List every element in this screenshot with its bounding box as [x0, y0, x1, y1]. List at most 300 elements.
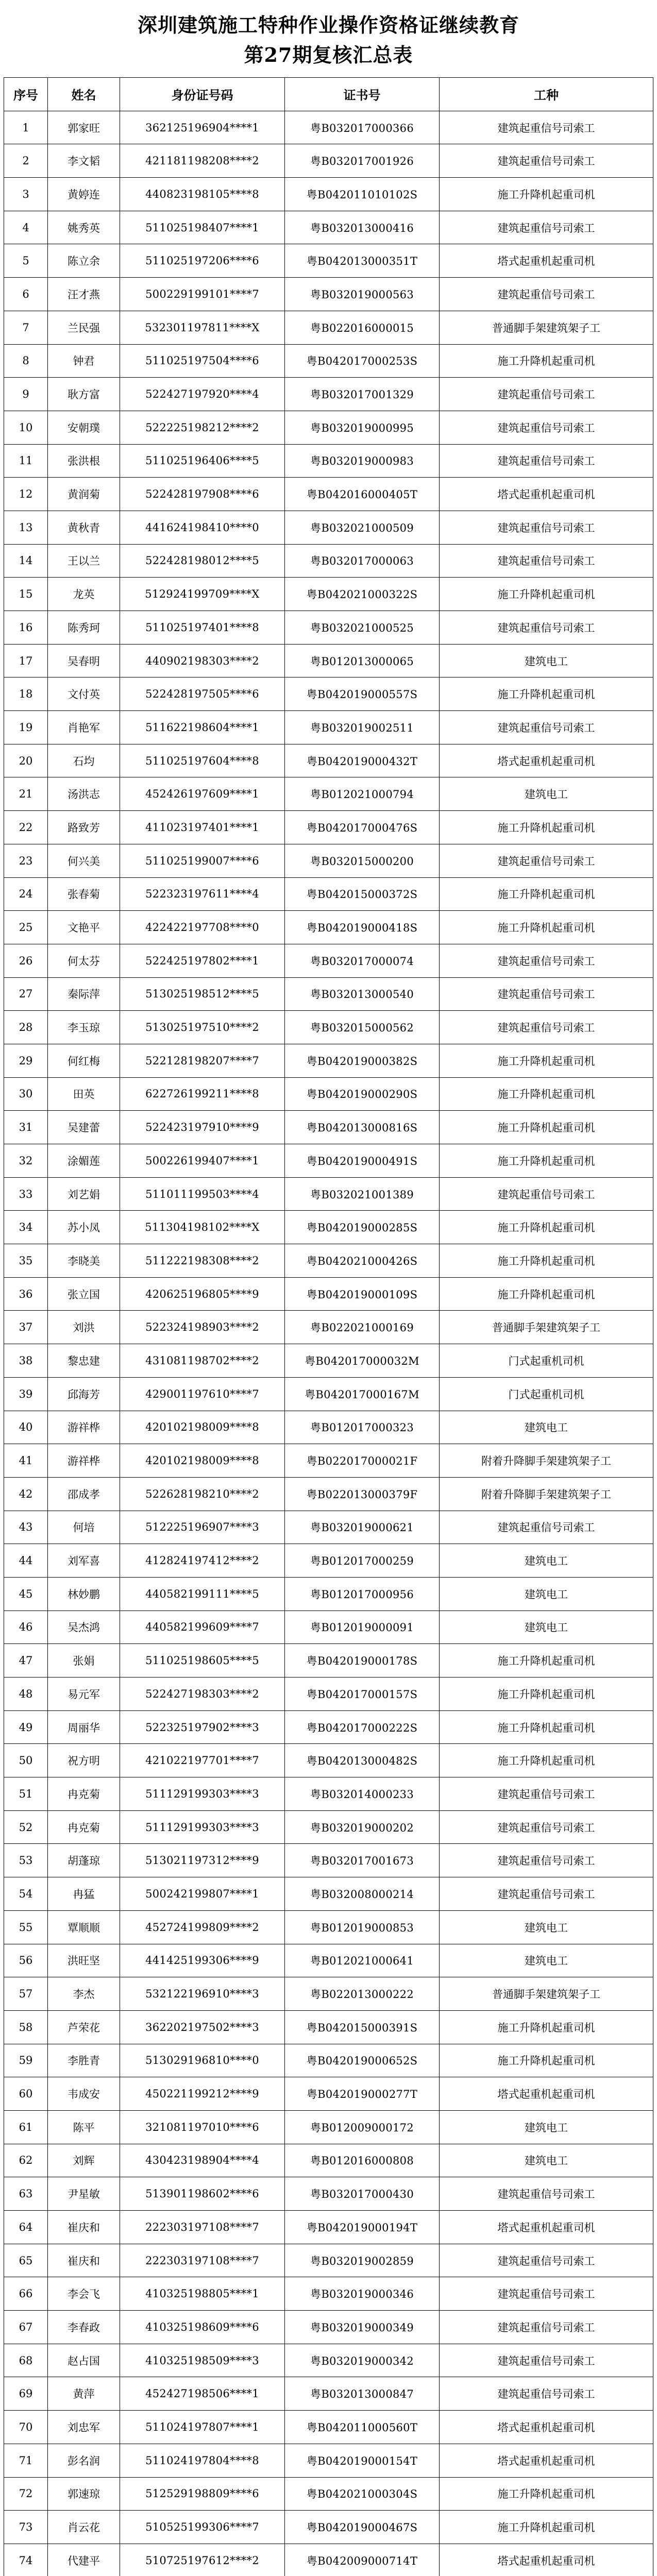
- job-type: 建筑起重信号司索工: [440, 844, 653, 877]
- person-name: 李杰: [48, 1977, 120, 2011]
- id-number: 513029196810****0: [120, 2044, 285, 2077]
- person-name: 尹星敏: [48, 2177, 120, 2211]
- row-index: 40: [4, 1411, 48, 1444]
- certificate-number: 粤B032015000562: [285, 1011, 440, 1044]
- job-type: 施工升降机起重司机: [440, 811, 653, 844]
- row-index: 64: [4, 2211, 48, 2244]
- id-number: 522325197902****3: [120, 1710, 285, 1744]
- job-type: 建筑起重信号司索工: [440, 1777, 653, 1811]
- id-number: 512225196907****3: [120, 1511, 285, 1544]
- job-type: 施工升降机起重司机: [440, 2477, 653, 2511]
- id-number: 622726199211****8: [120, 1077, 285, 1111]
- certificate-number: 粤B012021000641: [285, 1944, 440, 1977]
- job-type: 施工升降机起重司机: [440, 877, 653, 911]
- table-row: [4, 1211, 653, 1244]
- job-type: 附着升降脚手架建筑架子工: [440, 1477, 653, 1511]
- job-type: 施工升降机起重司机: [440, 1077, 653, 1111]
- job-type: 施工升降机起重司机: [440, 2511, 653, 2544]
- row-index: 13: [4, 511, 48, 544]
- table-row: [4, 844, 653, 877]
- certificate-number: 粤B042021000304S: [285, 2477, 440, 2511]
- table-row: [4, 2477, 653, 2511]
- id-number: 511025198407****1: [120, 211, 285, 244]
- job-type: 塔式起重机起重司机: [440, 2444, 653, 2477]
- row-index: 39: [4, 1377, 48, 1411]
- row-index: 46: [4, 1611, 48, 1644]
- person-name: 代建平: [48, 2544, 120, 2576]
- job-type: 建筑起重信号司索工: [440, 1810, 653, 1844]
- person-name: 何红梅: [48, 1044, 120, 1077]
- person-name: 石均: [48, 744, 120, 777]
- row-index: 33: [4, 1177, 48, 1211]
- person-name: 吴春明: [48, 644, 120, 677]
- certificate-number: 粤B032019000202: [285, 1810, 440, 1844]
- certificate-number: 粤B042017000476S: [285, 811, 440, 844]
- id-number: 440823198105****8: [120, 178, 285, 211]
- job-type: 建筑电工: [440, 777, 653, 811]
- id-number: 422422197708****0: [120, 911, 285, 944]
- document-title-line1: 深圳建筑施工特种作业操作资格证继续教育: [137, 13, 519, 37]
- certificate-number: 粤B022013000379F: [285, 1477, 440, 1511]
- id-number: 522427198303****2: [120, 1677, 285, 1711]
- certificate-number: 粤B032014000233: [285, 1777, 440, 1811]
- person-name: 覃顺顺: [48, 1910, 120, 1944]
- certificate-number: 粤B032019000983: [285, 444, 440, 478]
- person-name: 胡蓬琼: [48, 1844, 120, 1877]
- certificate-number: 粤B042013000816S: [285, 1111, 440, 1144]
- id-number: 522428197908****6: [120, 478, 285, 511]
- certificate-number: 粤B032017000366: [285, 111, 440, 144]
- job-type: 施工升降机起重司机: [440, 178, 653, 211]
- job-type: 建筑起重信号司索工: [440, 977, 653, 1011]
- row-index: 63: [4, 2177, 48, 2211]
- person-name: 游祥桦: [48, 1411, 120, 1444]
- id-number: 430423198904****4: [120, 2144, 285, 2177]
- job-type: 建筑起重信号司索工: [440, 1011, 653, 1044]
- id-number: 511222198308****2: [120, 1244, 285, 1278]
- id-number: 452724199809****2: [120, 1910, 285, 1944]
- job-type: 建筑起重信号司索工: [440, 1177, 653, 1211]
- row-index: 56: [4, 1944, 48, 1977]
- table-row: [4, 1544, 653, 1578]
- certificate-number: 粤B042019000382S: [285, 1044, 440, 1077]
- table-row: [4, 1311, 653, 1344]
- row-index: 47: [4, 1644, 48, 1677]
- certificate-number: 粤B012017000259: [285, 1544, 440, 1578]
- job-type: 普通脚手架建筑架子工: [440, 1311, 653, 1344]
- person-name: 李会飞: [48, 2277, 120, 2311]
- job-type: 建筑起重信号司索工: [440, 411, 653, 444]
- certificate-number: 粤B012019000853: [285, 1910, 440, 1944]
- id-number: 511025198605****5: [120, 1644, 285, 1677]
- header-certificate-number: 证书号: [285, 78, 440, 111]
- id-number: 410325198609****6: [120, 2311, 285, 2344]
- id-number: 440582199111****5: [120, 1577, 285, 1611]
- person-name: 何培: [48, 1511, 120, 1544]
- table-row: [4, 444, 653, 478]
- person-name: 刘洪: [48, 1311, 120, 1344]
- table-row: [4, 711, 653, 744]
- header-job-type: 工种: [440, 78, 653, 111]
- row-index: 26: [4, 944, 48, 977]
- job-type: 塔式起重机起重司机: [440, 2411, 653, 2444]
- row-index: 70: [4, 2411, 48, 2444]
- certificate-number: 粤B032021000525: [285, 611, 440, 645]
- row-index: 23: [4, 844, 48, 877]
- job-type: 施工升降机起重司机: [440, 1744, 653, 1777]
- certificate-number: 粤B012017000323: [285, 1411, 440, 1444]
- id-number: 522225198212****2: [120, 411, 285, 444]
- table-row: [4, 1777, 653, 1811]
- id-number: 431081198702****2: [120, 1344, 285, 1378]
- job-type: 施工升降机起重司机: [440, 1277, 653, 1311]
- certificate-number: 粤B042019000418S: [285, 911, 440, 944]
- row-index: 29: [4, 1044, 48, 1077]
- id-number: 410325198509****3: [120, 2344, 285, 2377]
- id-number: 532122196910****3: [120, 1977, 285, 2011]
- row-index: 41: [4, 1444, 48, 1478]
- table-row: [4, 211, 653, 244]
- header-id-number: 身份证号码: [120, 78, 285, 111]
- person-name: 李文韬: [48, 144, 120, 178]
- person-name: 龙英: [48, 578, 120, 611]
- certificate-number: 粤B032017001329: [285, 378, 440, 411]
- row-index: 73: [4, 2511, 48, 2544]
- row-index: 30: [4, 1077, 48, 1111]
- certificate-number: 粤B032017000063: [285, 544, 440, 578]
- table-row: [4, 1377, 653, 1411]
- table-row: [4, 2144, 653, 2177]
- row-index: 49: [4, 1710, 48, 1744]
- person-name: 路致芳: [48, 811, 120, 844]
- person-name: 钟君: [48, 344, 120, 378]
- person-name: 何兴美: [48, 844, 120, 877]
- certificate-number: 粤B012013000065: [285, 644, 440, 677]
- table-row: [4, 2444, 653, 2477]
- table-row: [4, 544, 653, 578]
- certificate-number: 粤B042019000432T: [285, 744, 440, 777]
- person-name: 刘辉: [48, 2144, 120, 2177]
- row-index: 22: [4, 811, 48, 844]
- certificate-number: 粤B032019000346: [285, 2277, 440, 2311]
- id-number: 412824197412****2: [120, 1544, 285, 1578]
- table-row: [4, 111, 653, 144]
- certificate-number: 粤B012016000808: [285, 2144, 440, 2177]
- row-index: 3: [4, 178, 48, 211]
- id-number: 429001197610****7: [120, 1377, 285, 1411]
- person-name: 林妙鹏: [48, 1577, 120, 1611]
- row-index: 27: [4, 977, 48, 1011]
- job-type: 建筑起重信号司索工: [440, 2177, 653, 2211]
- row-index: 35: [4, 1244, 48, 1278]
- certificate-number: 粤B032019000621: [285, 1511, 440, 1544]
- certificate-number: 粤B042017000157S: [285, 1677, 440, 1711]
- certificate-number: 粤B032019000342: [285, 2344, 440, 2377]
- certificate-number: 粤B032008000214: [285, 1877, 440, 1911]
- row-index: 67: [4, 2311, 48, 2344]
- job-type: 塔式起重机起重司机: [440, 2544, 653, 2576]
- table-row: [4, 1077, 653, 1111]
- person-name: 黄萍: [48, 2377, 120, 2411]
- job-type: 建筑起重信号司索工: [440, 711, 653, 744]
- job-type: 建筑电工: [440, 1944, 653, 1977]
- id-number: 522324198903****2: [120, 1311, 285, 1344]
- id-number: 452427198506****1: [120, 2377, 285, 2411]
- person-name: 汤洪志: [48, 777, 120, 811]
- row-index: 32: [4, 1144, 48, 1178]
- certificate-number: 粤B032017001673: [285, 1844, 440, 1877]
- certificate-number: 粤B032013000847: [285, 2377, 440, 2411]
- row-index: 69: [4, 2377, 48, 2411]
- job-type: 建筑电工: [440, 2110, 653, 2144]
- job-type: 建筑起重信号司索工: [440, 211, 653, 244]
- certificate-number: 粤B022013000222: [285, 1977, 440, 2011]
- job-type: 施工升降机起重司机: [440, 2044, 653, 2077]
- id-number: 522428197505****6: [120, 677, 285, 711]
- person-name: 文付英: [48, 677, 120, 711]
- id-number: 511024197807****1: [120, 2411, 285, 2444]
- certificate-number: 粤B042021000426S: [285, 1244, 440, 1278]
- id-number: 500229199101****7: [120, 278, 285, 311]
- table-row: [4, 677, 653, 711]
- table-row: [4, 2311, 653, 2344]
- certificate-number: 粤B032019000995: [285, 411, 440, 444]
- id-number: 421022197701****7: [120, 1744, 285, 1777]
- certificate-number: 粤B042019000109S: [285, 1277, 440, 1311]
- person-name: 游祥桦: [48, 1444, 120, 1478]
- certificate-number: 粤B042019000178S: [285, 1644, 440, 1677]
- certificate-number: 粤B042021000322S: [285, 578, 440, 611]
- table-header-row: [4, 78, 653, 111]
- certificate-number: 粤B032021001389: [285, 1177, 440, 1211]
- job-type: 普通脚手架建筑架子工: [440, 311, 653, 344]
- person-name: 黄婷连: [48, 178, 120, 211]
- id-number: 511025197504****6: [120, 344, 285, 378]
- row-index: 55: [4, 1910, 48, 1944]
- table-row: [4, 644, 653, 677]
- person-name: 陈秀珂: [48, 611, 120, 645]
- certificate-number: 粤B042019000467S: [285, 2511, 440, 2544]
- job-type: 建筑起重信号司索工: [440, 444, 653, 478]
- table-row: [4, 1344, 653, 1378]
- row-index: 24: [4, 877, 48, 911]
- job-type: 建筑起重信号司索工: [440, 111, 653, 144]
- person-name: 安朝璞: [48, 411, 120, 444]
- certificate-number: 粤B012017000956: [285, 1577, 440, 1611]
- id-number: 362125196904****1: [120, 111, 285, 144]
- certificate-number: 粤B042019000194T: [285, 2211, 440, 2244]
- row-index: 43: [4, 1511, 48, 1544]
- table-row: [4, 877, 653, 911]
- person-name: 张春菊: [48, 877, 120, 911]
- certificate-number: 粤B022021000169: [285, 1311, 440, 1344]
- certificate-number: 粤B042019000277T: [285, 2077, 440, 2111]
- table-row: [4, 1044, 653, 1077]
- certificate-number: 粤B022017000021F: [285, 1444, 440, 1478]
- id-number: 441425199306****9: [120, 1944, 285, 1977]
- table-row: [4, 1177, 653, 1211]
- certificate-number: 粤B042011010102S: [285, 178, 440, 211]
- job-type: 施工升降机起重司机: [440, 1677, 653, 1711]
- id-number: 421181198208****2: [120, 144, 285, 178]
- certificate-number: 粤B032017000430: [285, 2177, 440, 2211]
- job-type: 施工升降机起重司机: [440, 344, 653, 378]
- row-index: 31: [4, 1111, 48, 1144]
- row-index: 18: [4, 677, 48, 711]
- id-number: 500242199807****1: [120, 1877, 285, 1911]
- table-row: [4, 1411, 653, 1444]
- certificate-number: 粤B032019002511: [285, 711, 440, 744]
- person-name: 王以兰: [48, 544, 120, 578]
- person-name: 崔庆和: [48, 2244, 120, 2277]
- document-title-line2: 第27期复核汇总表: [244, 43, 413, 66]
- certificate-number: 粤B032019000563: [285, 278, 440, 311]
- id-number: 500226199407****1: [120, 1144, 285, 1178]
- job-type: 建筑起重信号司索工: [440, 544, 653, 578]
- row-index: 15: [4, 578, 48, 611]
- person-name: 耿方富: [48, 378, 120, 411]
- id-number: 511025197604****8: [120, 744, 285, 777]
- table-row: [4, 178, 653, 211]
- job-type: 施工升降机起重司机: [440, 677, 653, 711]
- table-row: [4, 811, 653, 844]
- id-number: 410325198805****1: [120, 2277, 285, 2311]
- job-type: 施工升降机起重司机: [440, 1244, 653, 1278]
- person-name: 张娟: [48, 1644, 120, 1677]
- row-index: 10: [4, 411, 48, 444]
- id-number: 511025196406****5: [120, 444, 285, 478]
- job-type: 建筑起重信号司索工: [440, 2277, 653, 2311]
- table-row: [4, 478, 653, 511]
- certificate-number: 粤B032013000416: [285, 211, 440, 244]
- person-name: 赵占国: [48, 2344, 120, 2377]
- person-name: 李晓美: [48, 1244, 120, 1278]
- certificate-number: 粤B012019000091: [285, 1611, 440, 1644]
- person-name: 姚秀英: [48, 211, 120, 244]
- id-number: 452426197609****1: [120, 777, 285, 811]
- person-name: 郭家旺: [48, 111, 120, 144]
- id-number: 522628198210****2: [120, 1477, 285, 1511]
- id-number: 321081197010****6: [120, 2110, 285, 2144]
- job-type: 建筑起重信号司索工: [440, 2344, 653, 2377]
- job-type: 建筑起重信号司索工: [440, 278, 653, 311]
- row-index: 44: [4, 1544, 48, 1578]
- job-type: 建筑起重信号司索工: [440, 144, 653, 178]
- person-name: 刘忠军: [48, 2411, 120, 2444]
- person-name: 冉克菊: [48, 1777, 120, 1811]
- person-name: 文艳平: [48, 911, 120, 944]
- job-type: 建筑起重信号司索工: [440, 1877, 653, 1911]
- row-index: 45: [4, 1577, 48, 1611]
- id-number: 522128198207****7: [120, 1044, 285, 1077]
- certificate-number: 粤B042017000167M: [285, 1377, 440, 1411]
- table-row: [4, 578, 653, 611]
- table-row: [4, 144, 653, 178]
- table-row: [4, 777, 653, 811]
- person-name: 崔庆和: [48, 2211, 120, 2244]
- job-type: 塔式起重机起重司机: [440, 2077, 653, 2111]
- job-type: 塔式起重机起重司机: [440, 744, 653, 777]
- certificate-number: 粤B042019000154T: [285, 2444, 440, 2477]
- id-number: 511622198604****1: [120, 711, 285, 744]
- certificate-number: 粤B042016000405T: [285, 478, 440, 511]
- person-name: 秦际萍: [48, 977, 120, 1011]
- row-index: 50: [4, 1744, 48, 1777]
- id-number: 522425197802****1: [120, 944, 285, 977]
- table-row: [4, 1744, 653, 1777]
- row-index: 5: [4, 244, 48, 278]
- job-type: 施工升降机起重司机: [440, 2010, 653, 2044]
- row-index: 14: [4, 544, 48, 578]
- certificate-number: 粤B032015000200: [285, 844, 440, 877]
- person-name: 苏小凤: [48, 1211, 120, 1244]
- person-name: 兰民强: [48, 311, 120, 344]
- row-index: 65: [4, 2244, 48, 2277]
- person-name: 肖云花: [48, 2511, 120, 2544]
- row-index: 54: [4, 1877, 48, 1911]
- certificate-number: 粤B032017001926: [285, 144, 440, 178]
- table-row: [4, 1611, 653, 1644]
- table-row: [4, 2544, 653, 2576]
- id-number: 511304198102****X: [120, 1211, 285, 1244]
- table-body: [4, 111, 653, 2576]
- row-index: 2: [4, 144, 48, 178]
- certificate-number: 粤B042009000714T: [285, 2544, 440, 2576]
- id-number: 222303197108****7: [120, 2244, 285, 2277]
- certificate-number: 粤B042019000557S: [285, 677, 440, 711]
- job-type: 施工升降机起重司机: [440, 1644, 653, 1677]
- job-type: 普通脚手架建筑架子工: [440, 1977, 653, 2011]
- row-index: 58: [4, 2010, 48, 2044]
- table-row: [4, 2244, 653, 2277]
- id-number: 511025199007****6: [120, 844, 285, 877]
- id-number: 511011199503****4: [120, 1177, 285, 1211]
- person-name: 韦成安: [48, 2077, 120, 2111]
- person-name: 李玉琼: [48, 1011, 120, 1044]
- table-row: [4, 744, 653, 777]
- row-index: 17: [4, 644, 48, 677]
- row-index: 9: [4, 378, 48, 411]
- person-name: 黄秋青: [48, 511, 120, 544]
- table-row: [4, 977, 653, 1011]
- job-type: 附着升降脚手架建筑架子工: [440, 1444, 653, 1478]
- person-name: 张立国: [48, 1277, 120, 1311]
- table-row: [4, 944, 653, 977]
- table-row: [4, 1277, 653, 1311]
- table-row: [4, 2277, 653, 2311]
- table-row: [4, 1011, 653, 1044]
- table-row: [4, 2377, 653, 2411]
- job-type: 施工升降机起重司机: [440, 1710, 653, 1744]
- person-name: 汪才燕: [48, 278, 120, 311]
- table-row: [4, 1644, 653, 1677]
- id-number: 511025197401****8: [120, 611, 285, 645]
- row-index: 68: [4, 2344, 48, 2377]
- person-name: 周丽华: [48, 1710, 120, 1744]
- job-type: 建筑起重信号司索工: [440, 1844, 653, 1877]
- table-row: [4, 1877, 653, 1911]
- certificate-number: 粤B042013000351T: [285, 244, 440, 278]
- table-row: [4, 1144, 653, 1178]
- id-number: 420625196805****9: [120, 1277, 285, 1311]
- table-row: [4, 1944, 653, 1977]
- certificate-number: 粤B022016000015: [285, 311, 440, 344]
- id-number: 522427197920****4: [120, 378, 285, 411]
- table-row: [4, 344, 653, 378]
- row-index: 25: [4, 911, 48, 944]
- job-type: 建筑起重信号司索工: [440, 378, 653, 411]
- row-index: 71: [4, 2444, 48, 2477]
